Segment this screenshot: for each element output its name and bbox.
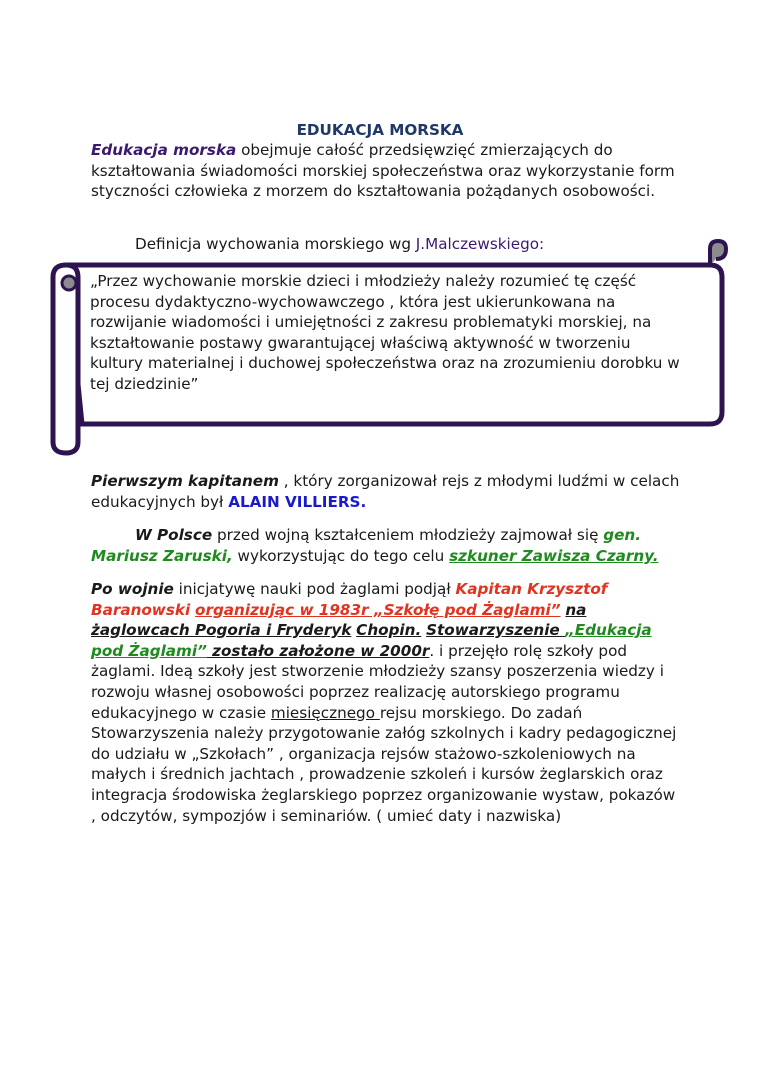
captain-text: , który zorganizował rejs z młodymi ludźmi w celach edukacyjnych był — [91, 472, 680, 511]
postwar-lead: Po wojnie — [91, 580, 174, 598]
captain-paragraph — [91, 471, 681, 512]
postwar-edu: „Edukacja pod Żaglami” — [91, 621, 652, 660]
postwar-ships: żaglowcach Pogoria i Fryderyk — [91, 621, 352, 640]
captain-lead: Pierwszym kapitanem — [91, 472, 279, 490]
definition-suffix: : — [539, 235, 545, 253]
definition-author: J.Malczewskiego — [415, 235, 540, 253]
poland-paragraph — [91, 525, 681, 566]
poland-text2: wykorzystując do tego celu — [232, 546, 450, 565]
intro-paragraph — [91, 140, 681, 202]
scroll-curl-top — [710, 241, 726, 265]
postwar-paragraph — [91, 579, 681, 826]
scroll-curl-left — [53, 265, 78, 453]
scroll-curl-knob — [62, 276, 76, 290]
postwar-t2: . i przejęło rolę szkoły pod żaglami. Ideą szkoły jest stworzenie młodzieży szansy poszerzenia wiedzy i rozwoju własnej osobowości poprzez realizację autorskiego programu edukacyjnego w czasie — [91, 641, 664, 722]
poland-name: gen. Mariusz Zaruski, — [91, 526, 641, 565]
postwar-t1: inicjatywę nauki pod żaglami podjął — [173, 580, 456, 598]
postwar-org: organizując w 1983r „Szkołę pod Żaglami” — [195, 600, 561, 619]
poland-text1: przed wojną kształceniem młodzieży zajmował się — [212, 526, 604, 544]
intro-text: obejmuje całość przedsięwzięć zmierzających do kształtowania świadomości morskiej społeczeństwa oraz wykorzystanie form styczności człowieka z morzem do kształtowania pożądanych osobowości. — [91, 141, 675, 201]
poland-lead: W Polsce — [135, 526, 213, 544]
postwar-stow: Stowarzyszenie — [426, 621, 565, 640]
page-title: EDUKACJA MORSKA — [296, 121, 464, 139]
poland-ship: szkuner Zawisza Czarny. — [449, 546, 659, 565]
postwar-month: miesięcznego — [270, 703, 380, 722]
captain-name: ALAIN VILLIERS. — [228, 492, 367, 511]
postwar-name: Kapitan Krzysztof Baranowski — [91, 580, 608, 619]
postwar-t3: rejsu morskiego. Do zadań Stowarzyszenia należy przygotowanie załóg szkolnych i kadry pedagogicznej do udziału w „Szkołach” , organizacja rejsów stażowo-szkoleniowych na małych i średnich jachtach , prowadzenie szkoleń i kursów żeglarskich oraz integracja środowiska żeglarskiego poprzez organizowanie wystaw, pokazów , odczytów, sympozjów i seminariów. ( umieć daty i nazwiska) — [91, 703, 677, 825]
definition-quote: „Przez wychowanie morskie dzieci i młodzieży należy rozumieć tę część procesu dydaktyczno-wychowawczego , która jest ukierunkowana na rozwijanie wiadomości i umiejętności z zakresu problematyki morskiej, na kształtowanie postawy gwarantującej właściwą aktywność w tworzeniu kultury materialnej i duchowej społeczeństwa oraz na zrozumieniu dorobku w tej dziedzinie” — [90, 272, 680, 393]
postwar-founded: zostało założone w 2000r — [206, 641, 430, 660]
definition-prefix: Definicja wychowania morskiego wg — [135, 235, 416, 253]
intro-term: Edukacja morska — [91, 141, 237, 159]
postwar-na: na — [565, 600, 587, 619]
postwar-chopin: Chopin. — [356, 621, 422, 640]
